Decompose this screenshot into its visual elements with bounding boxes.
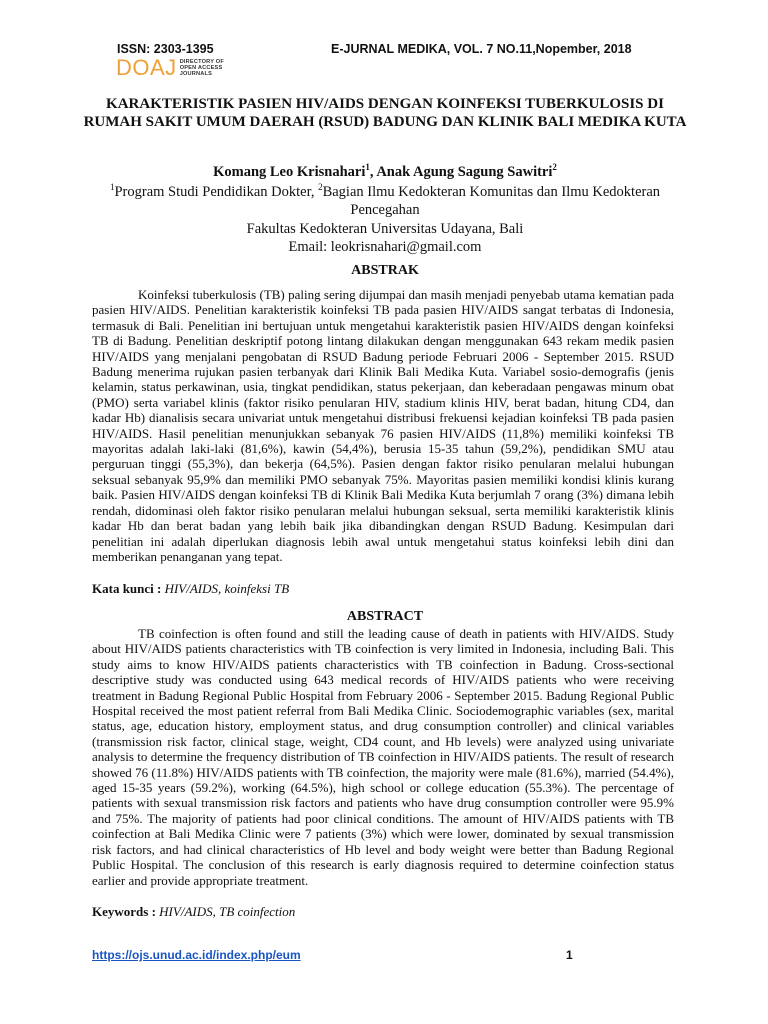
- doaj-subtitle-line: DIRECTORY OF: [179, 59, 224, 65]
- affiliation-text: Bagian Ilmu Kedokteran Komunitas dan Ilmu Kedokteran Pencegahan: [322, 183, 661, 219]
- keywords-value: HIV/AIDS, TB coinfection: [159, 904, 296, 919]
- doaj-subtitle-line: OPEN ACCESS: [179, 65, 223, 71]
- affiliation-block: [80, 178, 690, 257]
- keywords-label: Keywords :: [92, 904, 160, 919]
- kata-kunci-label: Kata kunci :: [92, 581, 165, 596]
- kata-kunci: [92, 581, 289, 597]
- abstrak-body: Koinfeksi tuberkulosis (TB) paling sering dijumpai dan masih menjadi penyebab utama kematian pada pasien HIV/AIDS. Penelitian karakteristik koinfeksi TB pada pasien HIV/AIDS sangat terbatas di Indonesia, termasuk di Bali. Penelitian ini bertujuan untuk mengetahui karakteristik pasien HIV/AIDS dengan koinfeksi TB di Badung. Penelitian deskriptif potong lintang dilakukan dengan menggunakan 643 rekam medik pasien HIV/AIDS yang menjalani pengobatan di RSUD Badung periode Februari 2006 - September 2015. RSUD Badung menerima rujukan pasien terbanyak dari Klinik Bali Medika Kuta. Variabel sosio-demografis (jenis kelamin, status perkawinan, usia, tingkat pendidikan, status pekerjaan, dan keberadaan pengawas minum obat (PMO) serta variabel klinis (faktor risiko penularan HIV, stadium klinis HIV, berat badan, hitung CD4, dan kadar Hb) dianalisis secara univariat untuk mengetahui distribusi frekuensi kejadian koinfeksi TB pada pasien HIV/AIDS. Hasil penelitian menunjukkan sebanyak 76 pasien HIV/AIDS (11,8%) memiliki koinfeksi TB mayoritas adalah laki-laki (81,6%), kawin (54,4%), berusia 15-35 tahun (59,2%), pendidikan SMU atau perguruan tinggi (55,3%), dan bekerja (64,5%). Pasien dengan faktor risiko penularan melalui hubungan seksual sebanyak 95,9% dan memiliki PMO sebanyak 75%. Mayoritas pasien memiliki kondisi klinis kurang baik. Pasien HIV/AIDS dengan koinfeksi TB di Klinik Bali Medika Kuta berjumlah 7 orang (3%) dimana lebih rendah, didominasi oleh faktor risiko penularan melalui hubungan seksual, serta memiliki karakteristik klinis kadar Hb dan berat badan yang lebih baik jika dibandingkan dengan RSUD Badung. Kesimpulan dari penelitian ini adalah diperlukan diagnosis lebih awal untuk mengetahui status koinfeksi lebih dini dan memberikan penanganan yang tepat.: [92, 287, 674, 564]
- affiliation-marker: 2: [318, 182, 323, 192]
- affiliation-marker: 1: [365, 162, 370, 172]
- abstract-heading: ABSTRACT: [346, 609, 424, 624]
- author-name: Anak Agung Sagung Sawitri: [376, 163, 553, 180]
- author-separator: ,: [369, 163, 377, 180]
- affiliation-marker: 1: [109, 182, 115, 192]
- abstrak-heading: ABSTRAK: [351, 263, 419, 278]
- author-name: Komang Leo Krisnahari: [213, 163, 366, 180]
- affiliation-text: Program Studi Pendidikan Dokter,: [114, 183, 319, 200]
- doaj-logo-mark: DOAJ: [116, 55, 177, 80]
- author-email: Email: leokrisnahari@gmail.com: [288, 239, 482, 256]
- kata-kunci-value: HIV/AIDS, koinfeksi TB: [164, 581, 290, 596]
- affiliation-faculty: Fakultas Kedokteran Universitas Udayana, Bali: [246, 220, 524, 237]
- paper-title: KARAKTERISTIK PASIEN HIV/AIDS DENGAN KOINFEKSI TUBERKULOSIS DI RUMAH SAKIT UMUM DAERAH (RSUD) BADUNG DAN KLINIK BALI MEDIKA KUTA: [83, 96, 687, 130]
- issn-label: ISSN: 2303-1395: [117, 42, 214, 56]
- abstract-body: TB coinfection is often found and still the leading cause of death in patients with HIV/AIDS. Study about HIV/AIDS patients characteristics with TB coinfection is very limited in Indonesia, including Bali. This study aims to know HIV/AIDS patients characteristics with TB coinfection in Badung. Cross-sectional descriptive study was conducted using 643 medical records of HIV/AIDS patients who were receiving treatment in Badung Regional Public Hospital from February 2006 - September 2015. Badung Regional Public Hospital received the most patient referral from Bali Medika Clinic. Sociodemographic variables (sex, marital status, age, education history, employment status, and drug consumption controller) and clinical variables (transmission risk factor, clinical stage, weight, CD4 count, and Hb levels) were analyzed using univariate analysis to determine the frequency distribution of TB coinfection in HIV/AIDS patients. The result of research showed 76 (11.8%) HIV/AIDS patients with TB coinfection, the majority were male (81.6%), married (54.4%), aged 15-35 years (59.2%), working (64.5%), high school or college education (55.3%). The percentage of patients with sexual transmission risk factors and patients who have drug consumption controller were 95.9% and 75%. The majority of patients had poor clinical conditions. The amount of HIV/AIDS patients with TB coinfection at Bali Medika Clinic were 7 patients (3%) which were lower, dominated by sexual transmission risk factors, and had clinical characteristics of Hb level and body weight were better than Badung Regional Public Hospital. The conclusion of this research is early diagnosis required to determine coinfection status earlier and provide appropriate treatment.: [92, 626, 674, 888]
- doaj-logo-subtitle: [180, 59, 224, 77]
- journal-url-link[interactable]: https://ojs.unud.ac.id/index.php/eum: [92, 948, 301, 962]
- doaj-subtitle-line: JOURNALS: [179, 71, 213, 77]
- page-number: 1: [566, 948, 573, 962]
- journal-running-head: E-JURNAL MEDIKA, VOL. 7 NO.11,Nopember, 2018: [331, 42, 632, 56]
- affiliation-marker: 2: [552, 162, 557, 172]
- affiliation-departments: [80, 178, 690, 220]
- doaj-logo: [116, 57, 224, 79]
- keywords: [92, 904, 295, 920]
